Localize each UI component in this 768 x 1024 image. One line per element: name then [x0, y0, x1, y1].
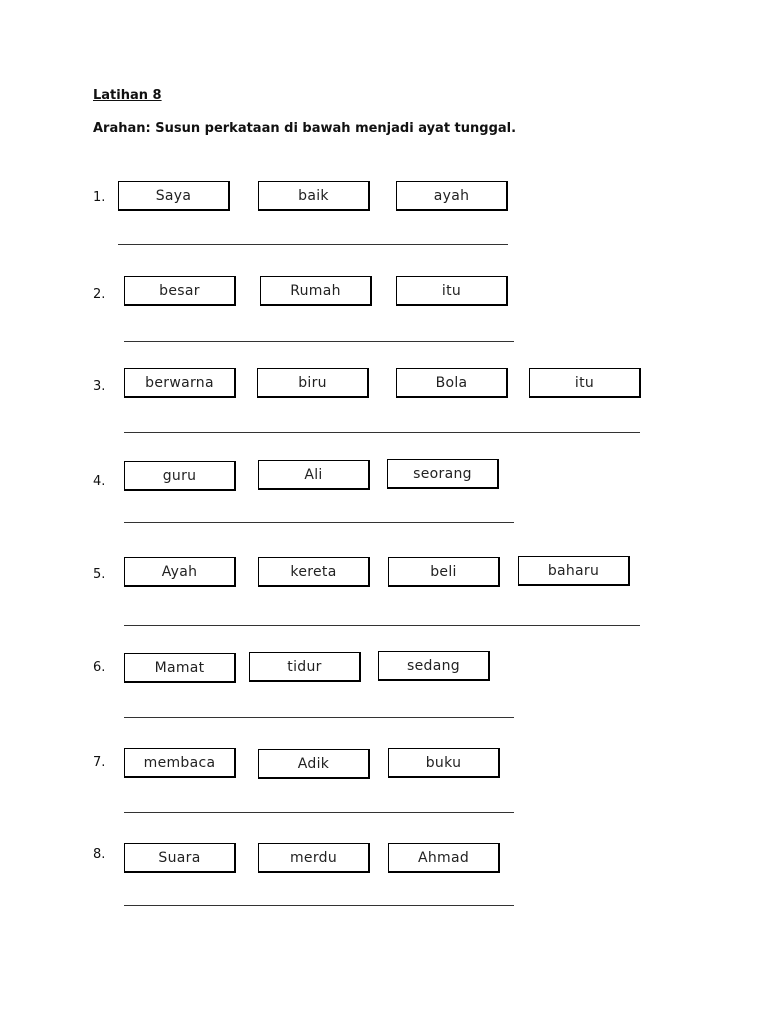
word-box: Rumah [260, 276, 372, 306]
question-number: 3. [93, 379, 106, 394]
word-box: baharu [518, 556, 630, 586]
instruction-text: Arahan: Susun perkataan di bawah menjadi ayat tunggal. [93, 121, 517, 136]
word-box: itu [396, 276, 508, 306]
answer-line [124, 812, 514, 813]
answer-line [124, 341, 514, 342]
word-box: buku [388, 748, 500, 778]
word-box: Saya [118, 181, 230, 211]
answer-line [124, 905, 514, 906]
word-box: Ahmad [388, 843, 500, 873]
answer-line [124, 717, 514, 718]
word-box: baik [258, 181, 370, 211]
question-number: 4. [93, 474, 106, 489]
answer-line [124, 432, 640, 433]
question-number: 2. [93, 287, 106, 302]
word-box: seorang [387, 459, 499, 489]
question-number: 6. [93, 660, 106, 675]
word-box: Adik [258, 749, 370, 779]
word-box: kereta [258, 557, 370, 587]
question-number: 1. [93, 190, 106, 205]
word-box: ayah [396, 181, 508, 211]
answer-line [118, 244, 508, 245]
word-box: sedang [378, 651, 490, 681]
answer-line [124, 522, 514, 523]
word-box: guru [124, 461, 236, 491]
question-number: 7. [93, 755, 106, 770]
question-number: 8. [93, 847, 106, 862]
question-number: 5. [93, 567, 106, 582]
word-box: Mamat [124, 653, 236, 683]
word-box: beli [388, 557, 500, 587]
word-box: biru [257, 368, 369, 398]
word-box: berwarna [124, 368, 236, 398]
word-box: merdu [258, 843, 370, 873]
word-box: membaca [124, 748, 236, 778]
word-box: besar [124, 276, 236, 306]
word-box: Ayah [124, 557, 236, 587]
word-box: Bola [396, 368, 508, 398]
word-box: itu [529, 368, 641, 398]
answer-line [124, 625, 640, 626]
word-box: tidur [249, 652, 361, 682]
word-box: Ali [258, 460, 370, 490]
worksheet-title: Latihan 8 [93, 88, 162, 103]
word-box: Suara [124, 843, 236, 873]
